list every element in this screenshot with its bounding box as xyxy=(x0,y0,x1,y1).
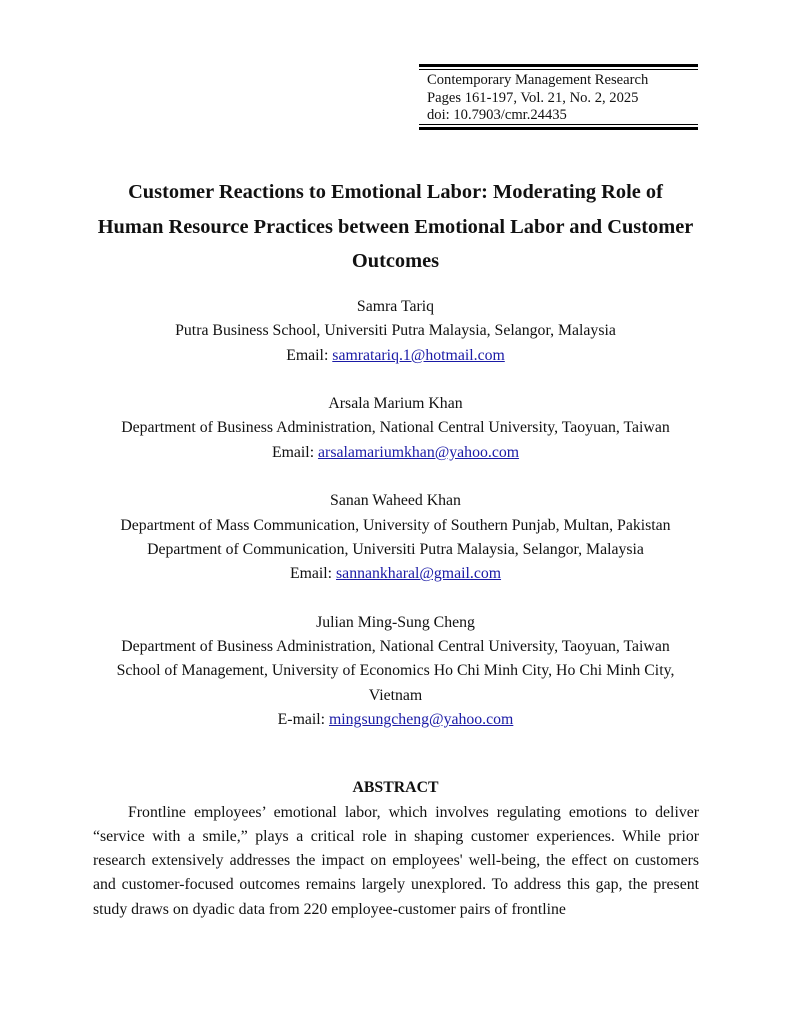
journal-doi: doi: 10.7903/cmr.24435 xyxy=(427,107,567,123)
author-email-link[interactable]: samratariq.1@hotmail.com xyxy=(332,346,505,364)
author-email-link[interactable]: mingsungcheng@yahoo.com xyxy=(328,711,514,729)
paper-title xyxy=(80,175,711,279)
email-label: Email: xyxy=(286,346,333,364)
journal-name: Contemporary Management Research xyxy=(427,72,649,88)
author-list xyxy=(60,295,731,757)
email-label: Email: xyxy=(289,565,337,583)
author-email-line xyxy=(60,708,731,732)
title-line-3: Outcomes xyxy=(351,250,440,272)
author-name: Sanan Waheed Khan xyxy=(330,492,461,510)
author-email-line xyxy=(60,562,731,586)
author-affiliation: Department of Business Administration, National Central University, Taoyuan, Taiwan xyxy=(121,419,670,437)
author-email-line xyxy=(60,441,731,465)
abstract-heading: ABSTRACT xyxy=(352,779,439,796)
top-double-rule xyxy=(419,64,698,70)
author-block xyxy=(60,489,731,586)
author-block xyxy=(60,611,731,732)
author-email-line xyxy=(60,344,731,368)
journal-pages-volume: Pages 161-197, Vol. 21, No. 2, 2025 xyxy=(427,89,639,106)
author-block xyxy=(60,392,731,465)
author-affiliation: Department of Communication, Universiti Putra Malaysia, Selangor, Malaysia xyxy=(147,540,644,558)
author-affiliation: Putra Business School, Universiti Putra Malaysia, Selangor, Malaysia xyxy=(175,322,616,340)
author-affiliation: Department of Mass Communication, University of Southern Punjab, Multan, Pakistan xyxy=(120,516,671,534)
title-line-1: Customer Reactions to Emotional Labor: Moderating Role of xyxy=(128,181,663,203)
email-label: Email: xyxy=(271,443,319,461)
journal-citation-box xyxy=(419,64,698,124)
author-affiliation: Department of Business Administration, National Central University, Taoyuan, Taiwan xyxy=(121,638,670,656)
author-block xyxy=(60,295,731,368)
author-email-link[interactable]: arsalamariumkhan@yahoo.com xyxy=(318,443,520,461)
author-email-link[interactable]: sannankharal@gmail.com xyxy=(336,565,502,583)
email-label: E-mail: xyxy=(277,711,329,729)
author-affiliation: School of Management, University of Economics Ho Chi Minh City, Ho Chi Minh City, Vietnam xyxy=(116,662,675,704)
author-name: Samra Tariq xyxy=(356,298,435,315)
title-line-2: Human Resource Practices between Emotional Labor and Customer xyxy=(97,215,694,238)
author-name: Arsala Marium Khan xyxy=(328,395,463,413)
author-name: Julian Ming-Sung Cheng xyxy=(316,613,475,631)
bottom-double-rule xyxy=(419,124,698,130)
abstract-text: Frontline employees’ emotional labor, which involves regulating emotions to deliver “service with a smile,” plays a critical role in shaping customer experiences. While prior research extensively addresses the impact on employees' well-being, the effect on customers and customer-focused outcomes remains largely unexplored. To address this gap, the present study draws on dyadic data from 220 employee-customer pairs of frontline xyxy=(93,803,699,918)
